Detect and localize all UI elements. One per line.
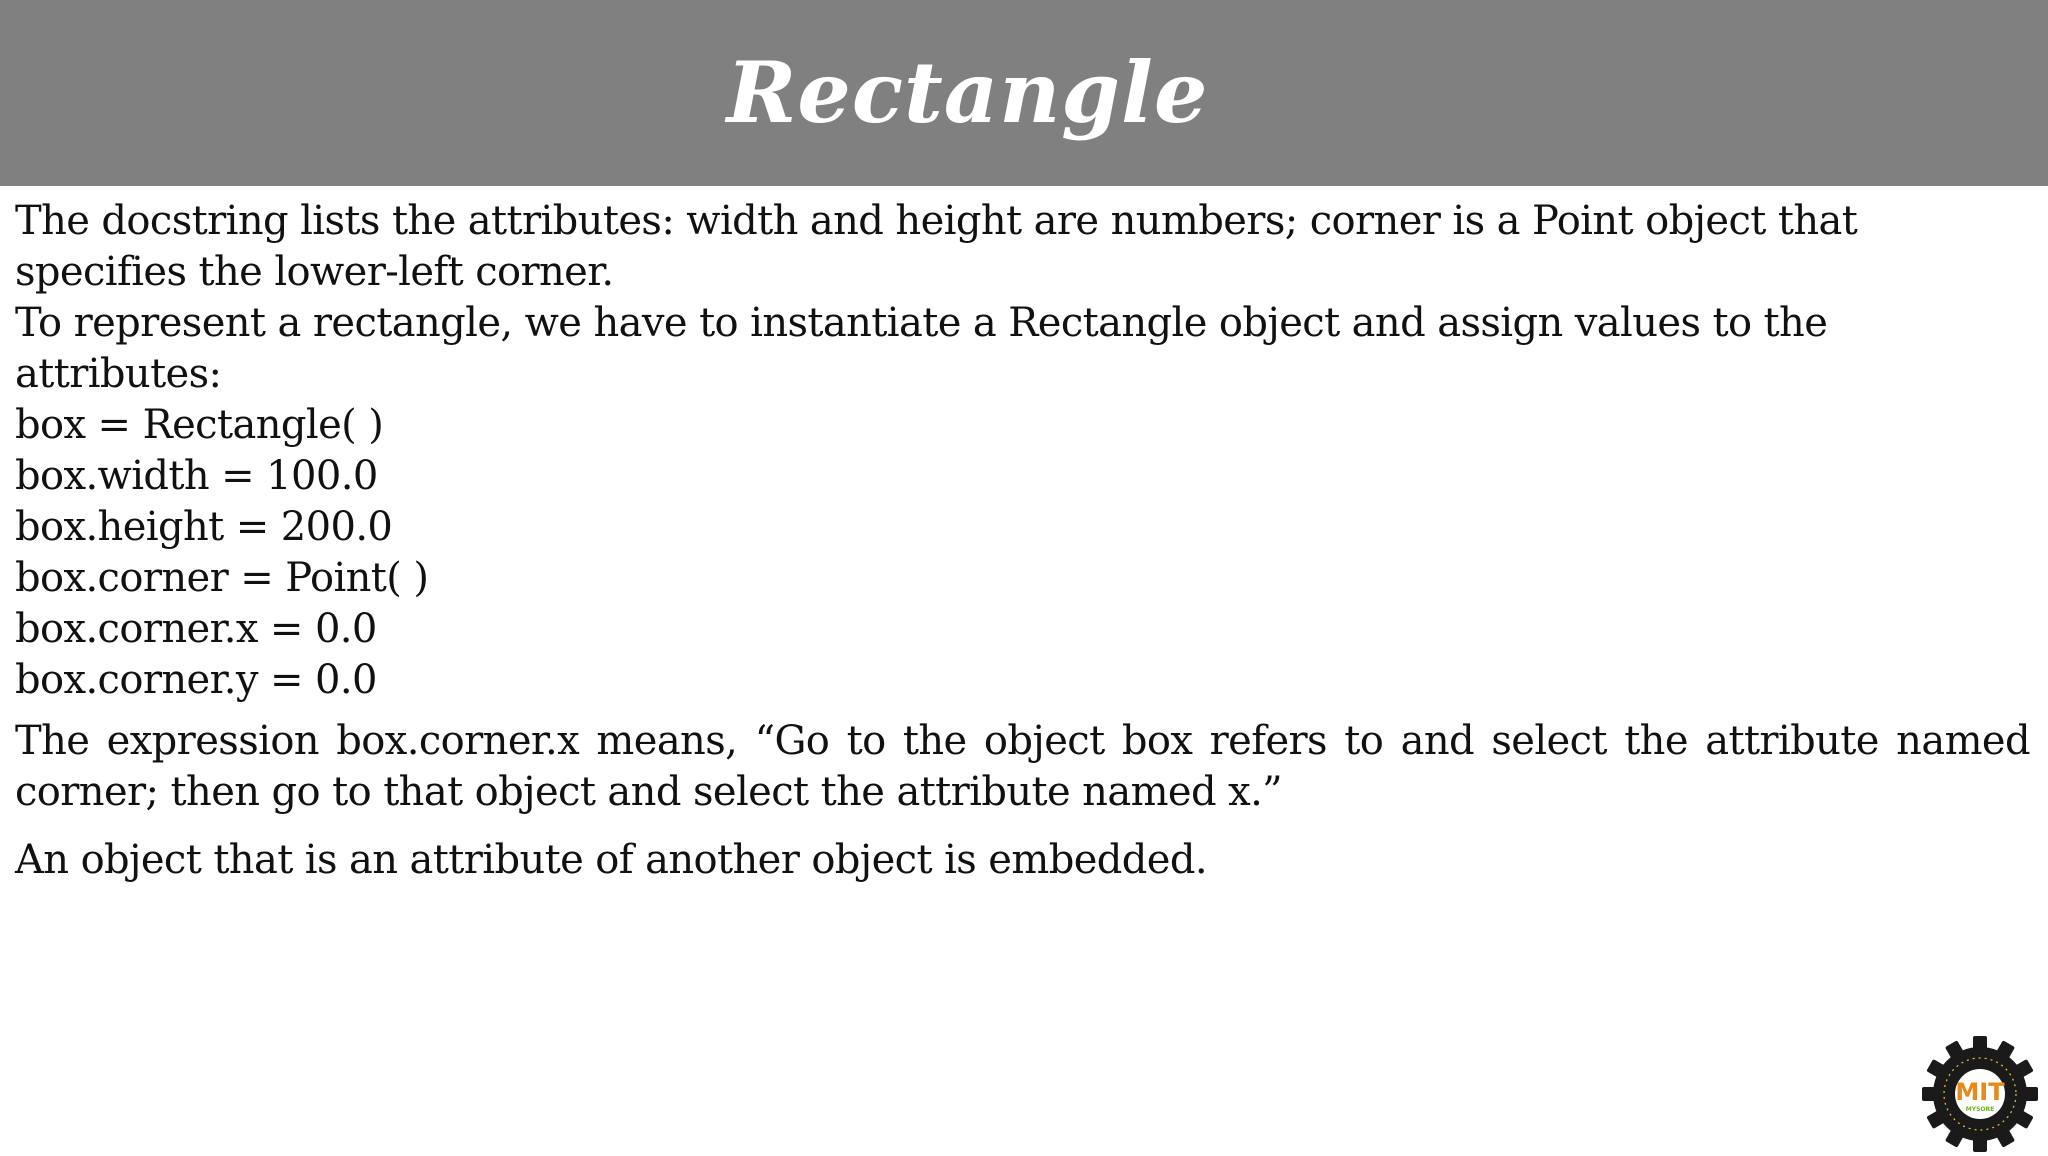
- slide-content: [15, 196, 2030, 886]
- paragraph-expression: The expression box.corner.x means, “Go to the object box refers to and select the attribute named corner; then go to that object and select the attribute named x.”: [15, 718, 2030, 815]
- gear-logo-icon: [1918, 1036, 2042, 1152]
- code-line: box.corner.x = 0.0: [15, 606, 377, 652]
- logo-text: MIT: [1955, 1078, 2005, 1106]
- logo-subtext: MYSORE: [1965, 1106, 1995, 1113]
- mit-mysore-logo: [1918, 1036, 2042, 1152]
- slide-title: Rectangle: [726, 43, 1209, 142]
- title-bar: [0, 0, 2048, 186]
- code-block: [15, 400, 2030, 706]
- paragraph-represent: To represent a rectangle, we have to instantiate a Rectangle object and assign values to the attributes:: [15, 300, 1828, 397]
- code-line: box = Rectangle( ): [15, 402, 384, 448]
- code-line: box.height = 200.0: [15, 504, 393, 550]
- code-line: box.corner.y = 0.0: [15, 657, 377, 703]
- code-line: box.width = 100.0: [15, 453, 378, 499]
- code-line: box.corner = Point( ): [15, 555, 429, 601]
- paragraph-embedded: An object that is an attribute of another object is embedded.: [15, 837, 1207, 883]
- paragraph-docstring: The docstring lists the attributes: width and height are numbers; corner is a Point object that specifies the lower-left corner.: [15, 198, 1858, 295]
